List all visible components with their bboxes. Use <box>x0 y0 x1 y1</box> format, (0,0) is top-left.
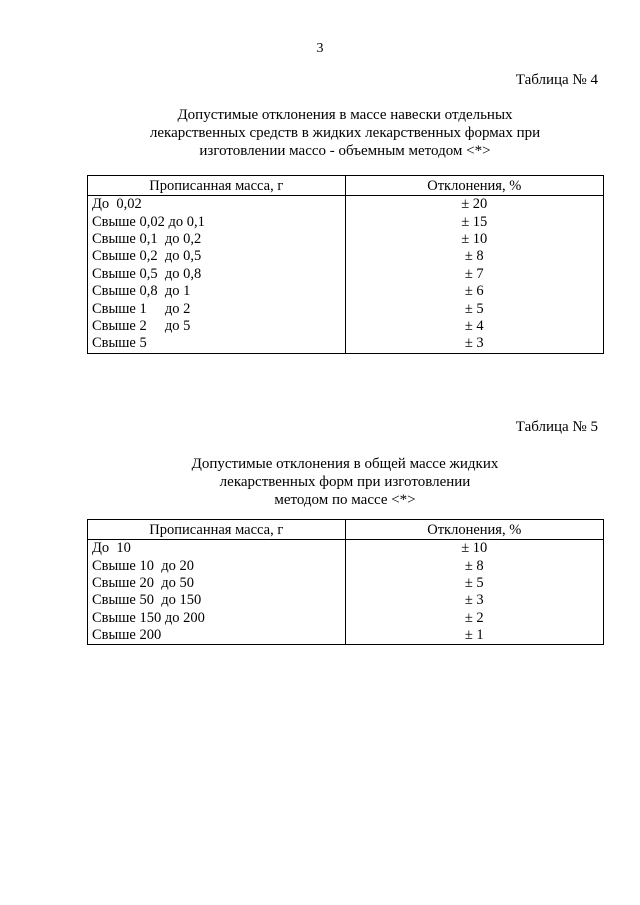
table-4-caption <box>0 106 640 160</box>
deviation-cell: ± 6 <box>345 283 603 300</box>
mass-cell: До 0,02 <box>88 196 346 214</box>
mass-cell: Свыше 0,1 до 0,2 <box>88 231 346 248</box>
caption-line: лекарственных средств в жидких лекарственных формах при <box>149 125 541 141</box>
page-number: 3 <box>316 41 324 56</box>
table-row <box>88 266 604 283</box>
mass-cell: Свыше 5 <box>88 335 346 353</box>
caption-line: лекарственных форм при изготовлении <box>219 474 471 490</box>
table-row <box>88 300 604 317</box>
table-4 <box>87 175 604 354</box>
mass-cell: Свыше 200 <box>88 627 346 645</box>
mass-cell: Свыше 50 до 150 <box>88 592 346 609</box>
mass-cell: Свыше 0,5 до 0,8 <box>88 266 346 283</box>
caption-line: Допустимые отклонения в массе навески отдельных <box>177 107 513 123</box>
table-header-row <box>88 176 604 196</box>
mass-cell: Свыше 0,02 до 0,1 <box>88 213 346 230</box>
deviation-cell: ± 1 <box>345 627 603 645</box>
mass-cell: Свыше 2 до 5 <box>88 318 346 335</box>
table-row <box>88 248 604 265</box>
mass-cell: Свыше 1 до 2 <box>88 300 346 317</box>
table-row <box>88 610 604 627</box>
table-row <box>88 335 604 353</box>
table-row <box>88 318 604 335</box>
deviation-cell: ± 8 <box>345 557 603 574</box>
deviation-cell: ± 8 <box>345 248 603 265</box>
deviation-cell: ± 7 <box>345 266 603 283</box>
table-row <box>88 627 604 645</box>
mass-cell: Свыше 0,2 до 0,5 <box>88 248 346 265</box>
deviation-cell: ± 4 <box>345 318 603 335</box>
column-header-mass: Прописанная масса, г <box>88 520 346 540</box>
caption-line: Допустимые отклонения в общей массе жидких <box>191 456 499 472</box>
deviation-cell: ± 5 <box>345 575 603 592</box>
table-row <box>88 557 604 574</box>
deviation-cell: ± 10 <box>345 231 603 248</box>
table-row <box>88 592 604 609</box>
mass-cell: Свыше 0,8 до 1 <box>88 283 346 300</box>
table-header-row <box>88 520 604 540</box>
table-row <box>88 283 604 300</box>
column-header-mass: Прописанная масса, г <box>88 176 346 196</box>
table-5-label: Таблица № 5 <box>515 419 598 435</box>
mass-cell: Свыше 10 до 20 <box>88 557 346 574</box>
deviation-cell: ± 2 <box>345 610 603 627</box>
table-5 <box>87 519 604 645</box>
table-row <box>88 231 604 248</box>
table-row <box>88 196 604 214</box>
column-header-deviation: Отклонения, % <box>345 520 603 540</box>
caption-line: методом по массе <*> <box>274 492 416 508</box>
deviation-cell: ± 20 <box>345 196 603 214</box>
table-row <box>88 575 604 592</box>
deviation-cell: ± 15 <box>345 213 603 230</box>
caption-line: изготовлении массо - объемным методом <*> <box>199 143 491 159</box>
deviation-cell: ± 3 <box>345 335 603 353</box>
column-header-deviation: Отклонения, % <box>345 176 603 196</box>
mass-cell: Свыше 150 до 200 <box>88 610 346 627</box>
mass-cell: До 10 <box>88 540 346 558</box>
deviation-cell: ± 10 <box>345 540 603 558</box>
mass-cell: Свыше 20 до 50 <box>88 575 346 592</box>
table-row <box>88 540 604 558</box>
deviation-cell: ± 3 <box>345 592 603 609</box>
table-4-label: Таблица № 4 <box>515 72 598 88</box>
table-5-caption <box>0 455 640 509</box>
deviation-cell: ± 5 <box>345 300 603 317</box>
table-row <box>88 213 604 230</box>
